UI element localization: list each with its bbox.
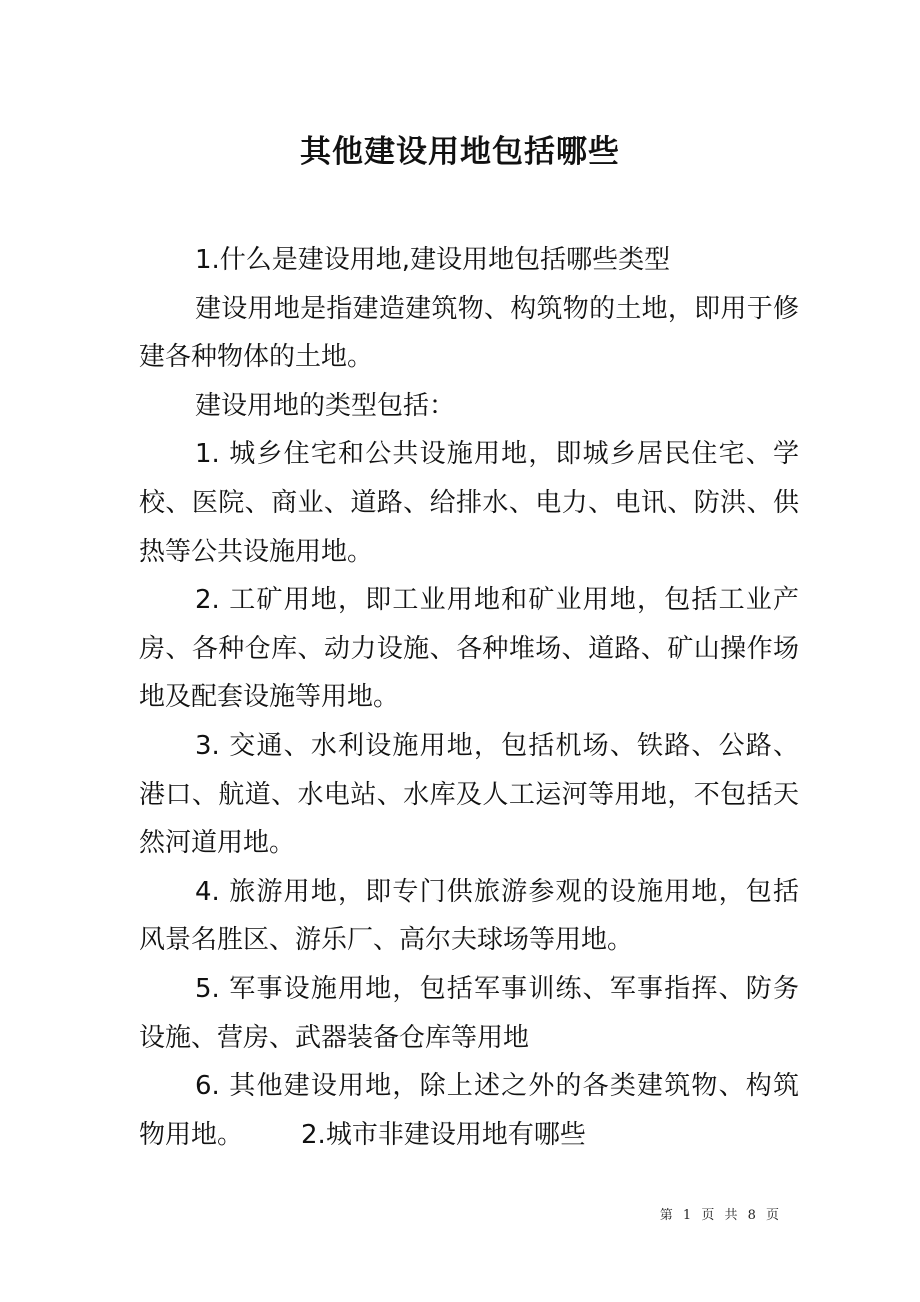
page-footer: 第 1 页 共 8 页 — [659, 1208, 782, 1223]
list-item-2: 2. 工矿用地，即工业用地和矿业用地，包括工业产房、各种仓库、动力设施、各种堆场、道路、矿山操作场地及配套设施等用地。 — [139, 585, 799, 713]
list-item-6-text: 6. 其他建设用地，除上述之外的各类建筑物、构筑物用地。 — [139, 1071, 799, 1150]
list-item-4: 4. 旅游用地，即专门供旅游参观的设施用地，包括风景名胜区、游乐厂、高尔夫球场等用地。 — [139, 876, 799, 956]
list-item-6 — [139, 1062, 799, 1159]
list-item-1: 1. 城乡住宅和公共设施用地，即城乡居民住宅、学校、医院、商业、道路、给排水、电力、电讯、防洪、供热等公共设施用地。 — [139, 439, 799, 567]
list-item-3: 3. 交通、水利设施用地，包括机场、铁路、公路、港口、航道、水电站、水库及人工运河等用地，不包括天然河道用地。 — [139, 730, 799, 859]
paragraph-types-intro: 建设用地的类型包括： — [195, 390, 456, 421]
paragraph-definition: 建设用地是指建造建筑物、构筑物的土地，即用于修建各种物体的土地。 — [139, 293, 799, 373]
document-body — [139, 236, 799, 1159]
document-title: 其他建设用地包括哪些 — [300, 134, 620, 170]
heading-1: 1.什么是建设用地,建设用地包括哪些类型 — [195, 245, 671, 275]
list-item-5: 5. 军事设施用地，包括军事训练、军事指挥、防务设施、营房、武器装备仓库等用地 — [139, 973, 799, 1053]
heading-2: 2.城市非建设用地有哪些 — [301, 1119, 586, 1150]
